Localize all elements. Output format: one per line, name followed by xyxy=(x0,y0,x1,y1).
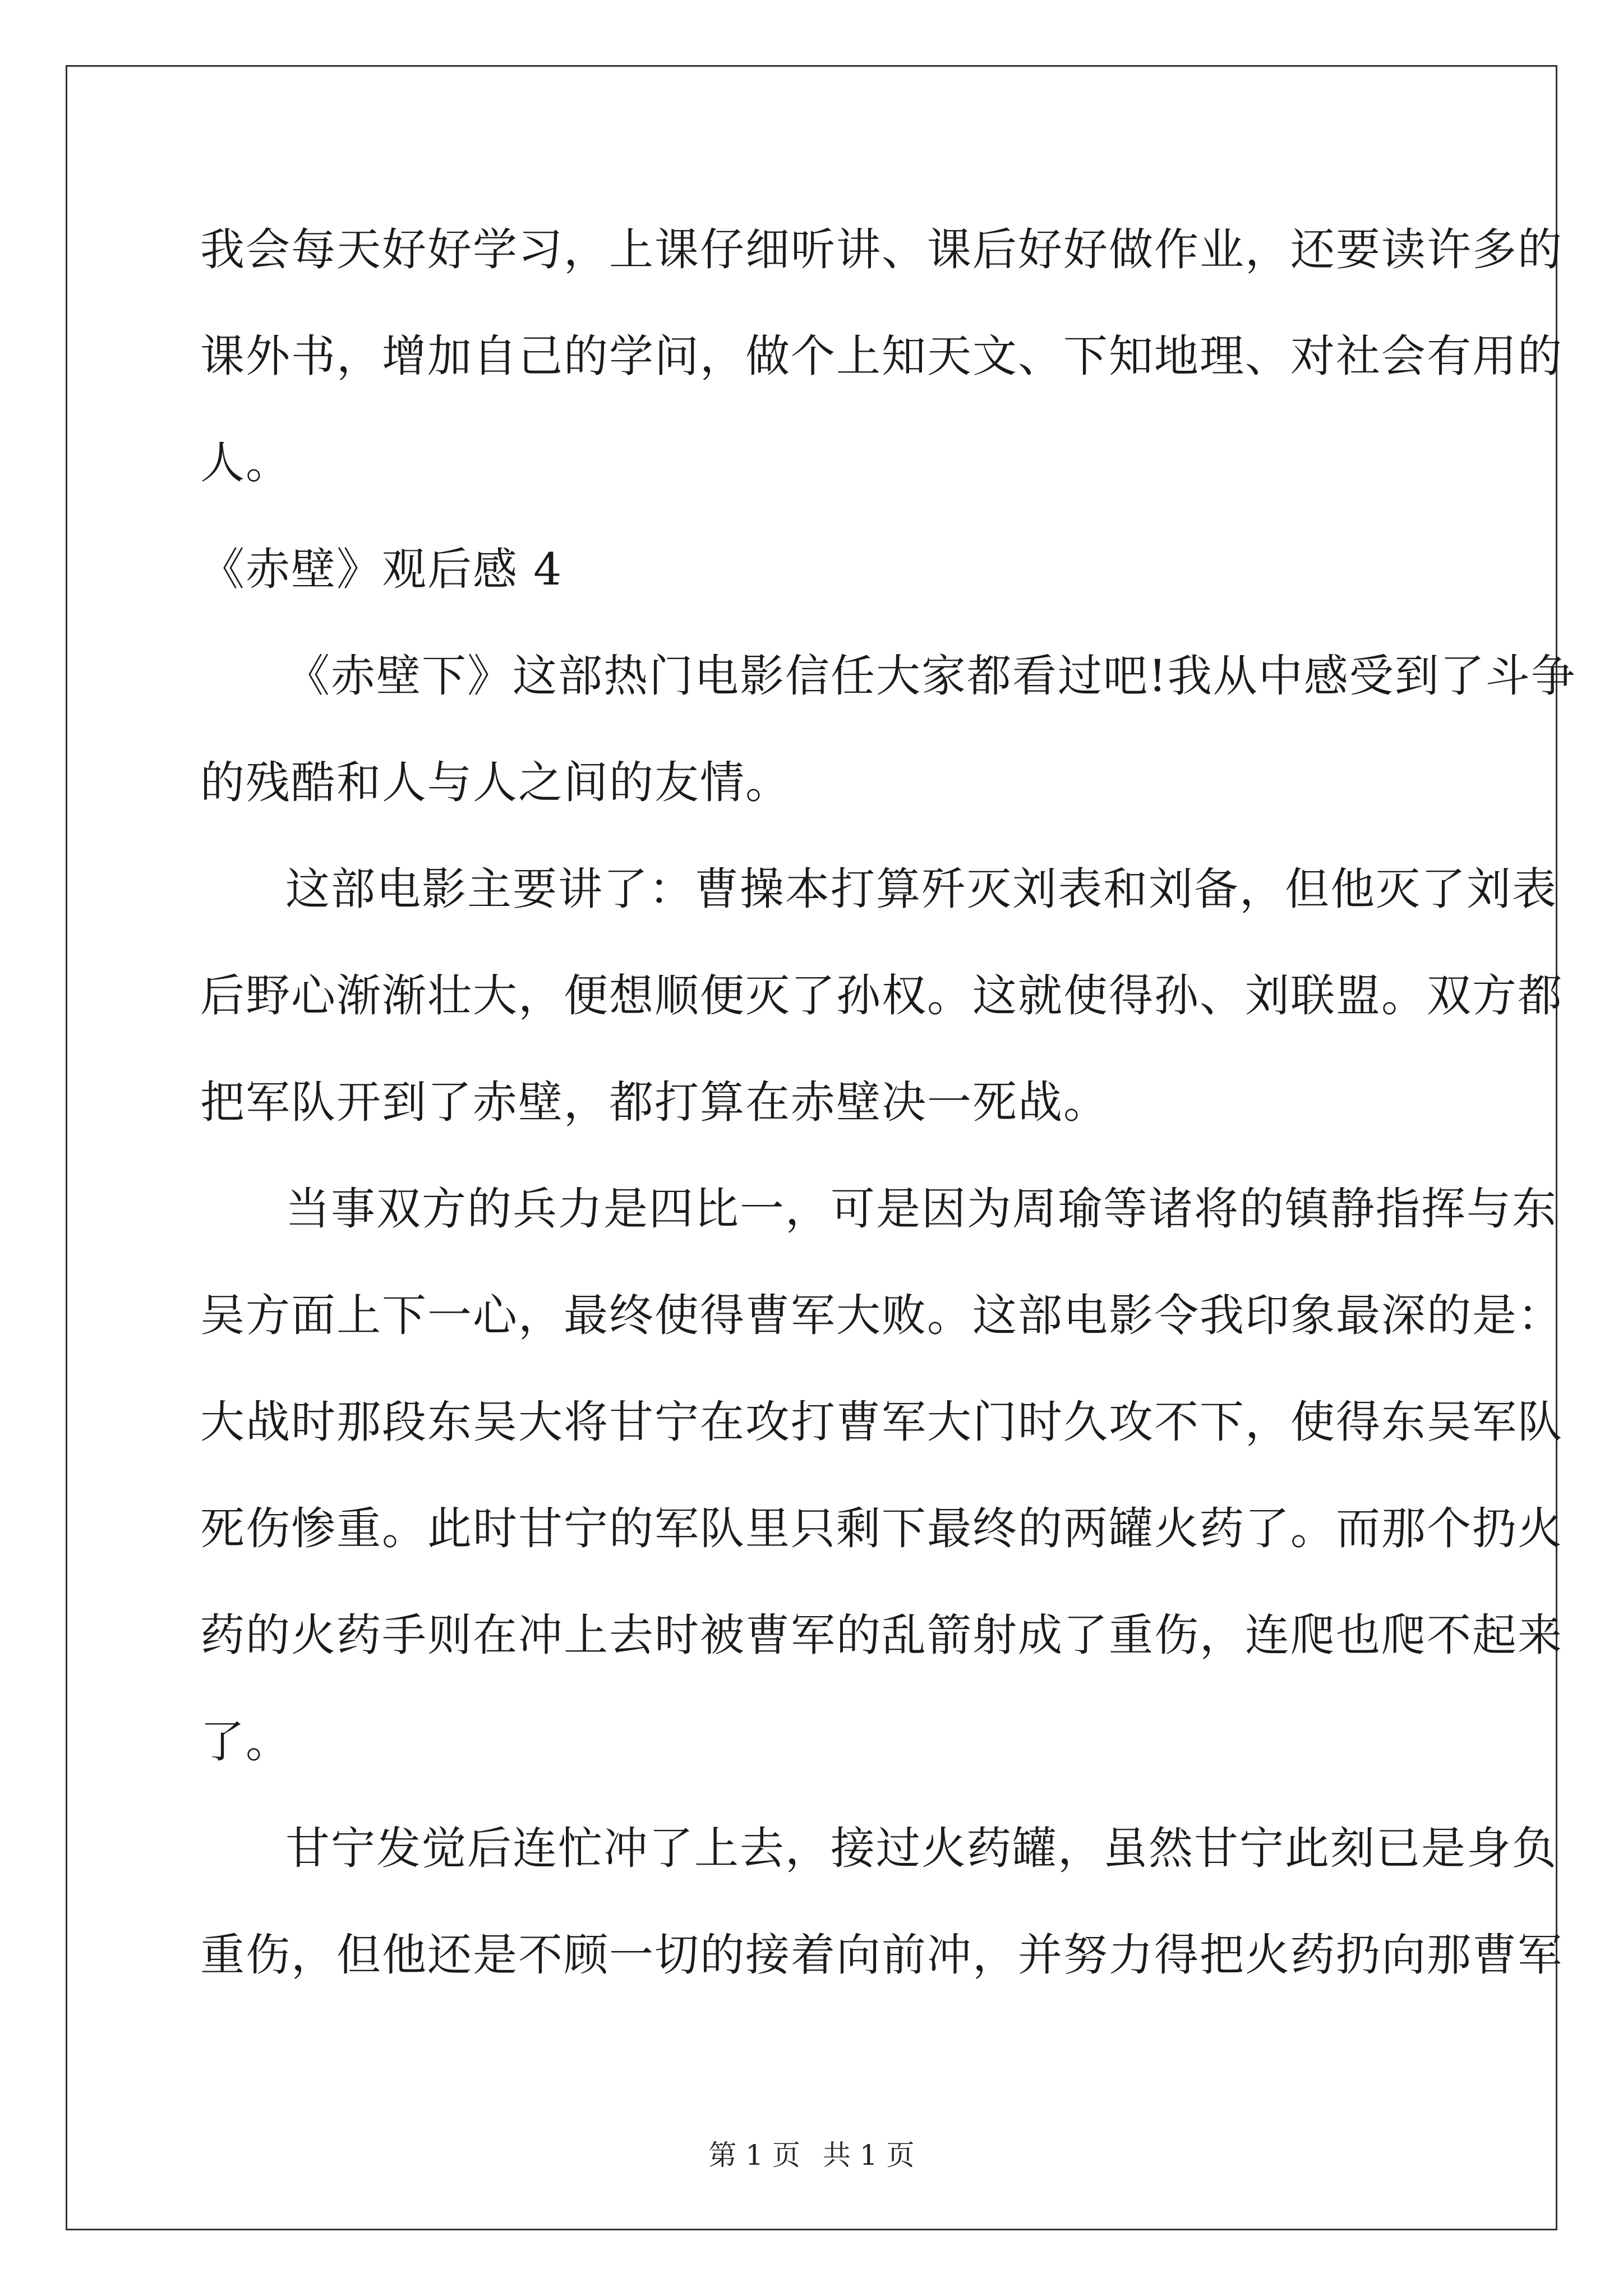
paragraph xyxy=(200,1170,1563,1809)
text-line: 《赤壁下》这部热门电影信任大家都看过吧!我从中感受到了斗争 xyxy=(285,650,1576,702)
page-number: 第 1 页 xyxy=(708,2139,800,2171)
text-line: 后野心渐渐壮大，便想顺便灭了孙权。这就使得孙、刘联盟。双方都 xyxy=(200,970,1563,1022)
text-line: 大战时那段东吴大将甘宁在攻打曹军大门时久攻不下，使得东吴军队 xyxy=(200,1396,1563,1448)
text-line: 我会每天好好学习，上课仔细听讲、课后好好做作业，还要读许多的 xyxy=(200,224,1563,275)
text-line: 人。 xyxy=(200,437,291,489)
text-line: 吴方面上下一心，最终使得曹军大败。这部电影令我印象最深的是： xyxy=(200,1290,1563,1341)
text-line: 当事双方的兵力是四比一，可是因为周瑜等诸将的镇静指挥与东 xyxy=(285,1183,1557,1235)
document-body xyxy=(200,210,1576,2022)
section-heading: 《赤壁》观后感 4 xyxy=(200,544,563,595)
paragraph xyxy=(200,1809,1563,2022)
paragraph xyxy=(200,850,1563,1170)
page-count: 共 1 页 xyxy=(823,2139,915,2171)
text-line: 死伤惨重。此时甘宁的军队里只剩下最终的两罐火药了。而那个扔火 xyxy=(200,1503,1563,1554)
text-line: 了。 xyxy=(200,1716,291,1768)
text-line: 重伤，但他还是不顾一切的接着向前冲，并努力得把火药扔向那曹军 xyxy=(200,1929,1563,1981)
text-line: 甘宁发觉后连忙冲了上去，接过火药罐，虽然甘宁此刻已是身负 xyxy=(285,1823,1557,1874)
text-line: 这部电影主要讲了：曹操本打算歼灭刘表和刘备，但他灭了刘表 xyxy=(285,863,1557,915)
text-line: 的残酷和人与人之间的友情。 xyxy=(200,757,791,808)
page-footer xyxy=(0,2138,1623,2172)
text-line: 课外书，增加自己的学问，做个上知天文、下知地理、对社会有用的 xyxy=(200,330,1563,382)
paragraph xyxy=(200,637,1576,850)
text-line: 药的火药手则在冲上去时被曹军的乱箭射成了重伤，连爬也爬不起来 xyxy=(200,1609,1563,1661)
text-line: 把军队开到了赤壁，都打算在赤壁决一死战。 xyxy=(200,1076,1109,1128)
